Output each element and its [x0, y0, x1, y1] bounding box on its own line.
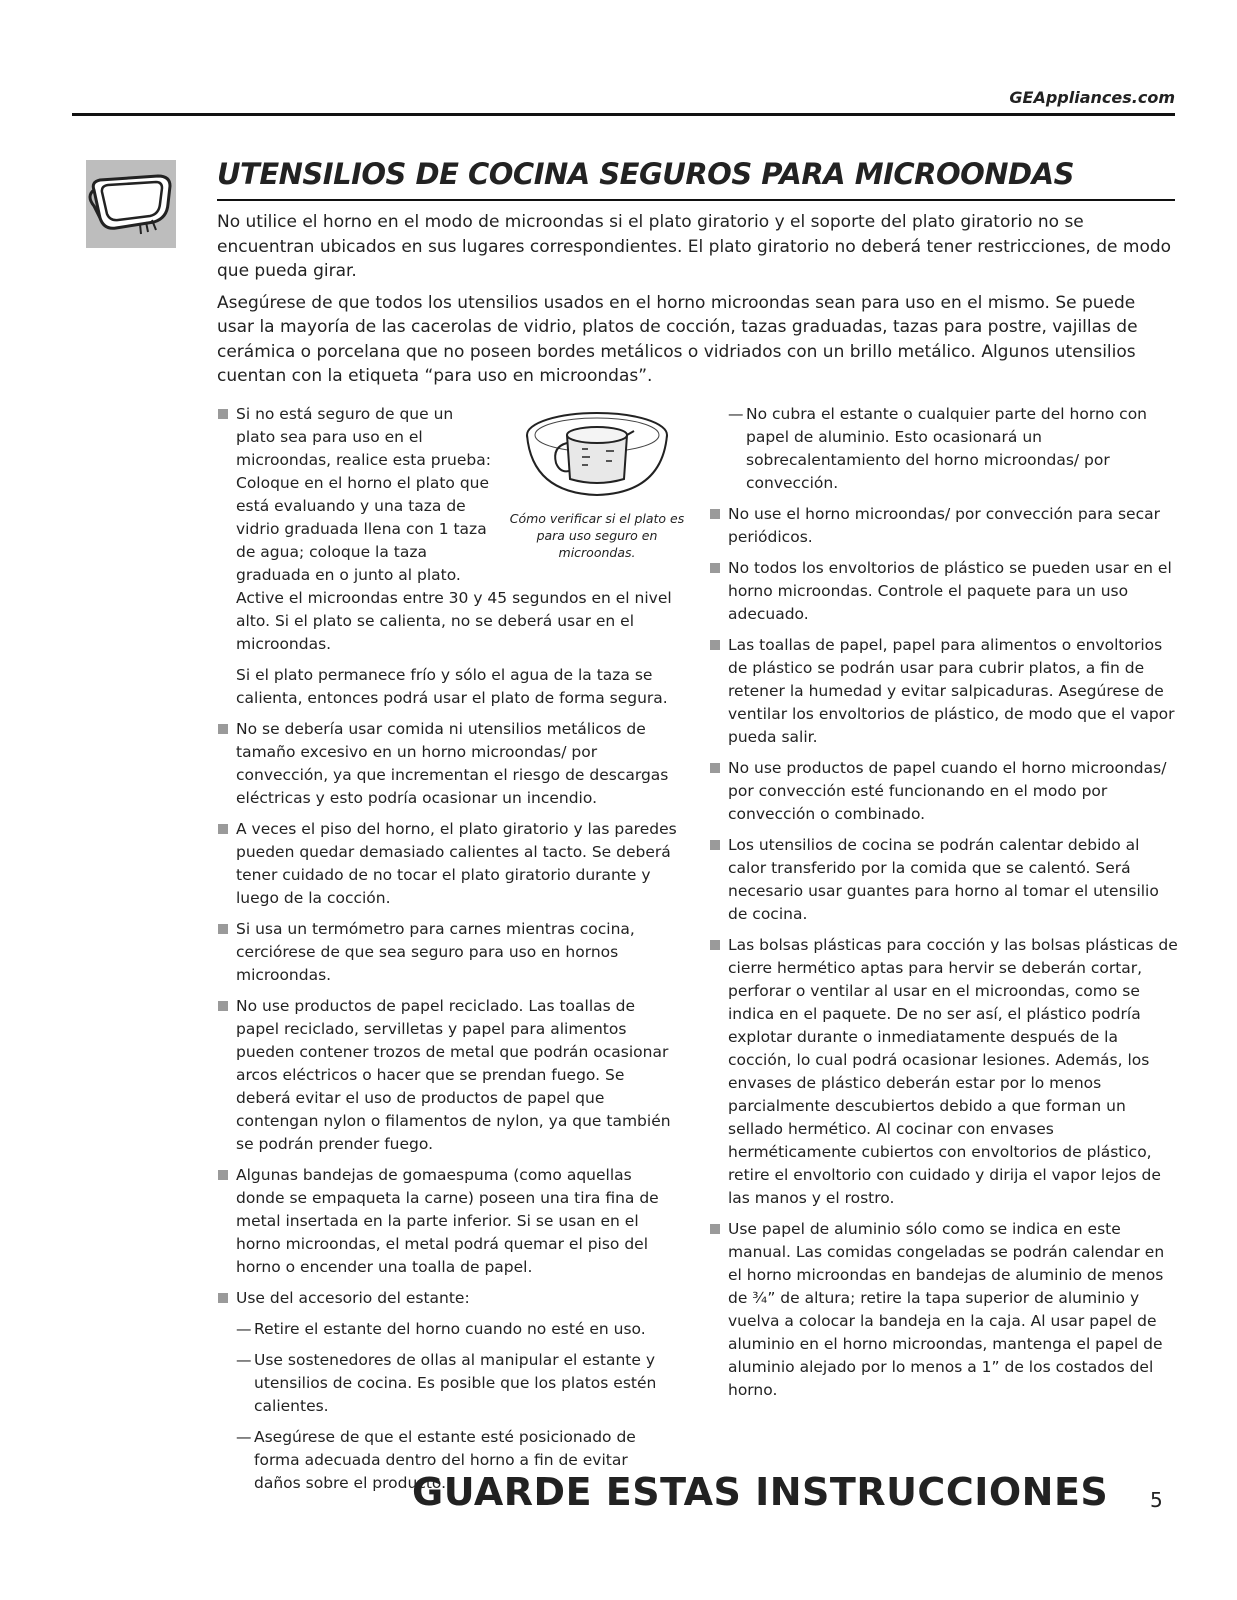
item-text: Las bolsas plásticas para cocción y las bolsas plásticas de cierre hermético aptas para hervir se deberán cortar, perforar o ventilar al usar en el microondas, como se indica en el paquete. De no ser así, el plástico podría explotar durante o inmediatamente después de la cocción, lo cual podrá ocasionar lesiones. Además, los envases de plástico deberán estar por lo menos parcialmente descubiertos debido a que forman un sellado hermético. Al cocinar con envases herméticamente cubiertos con envoltorios de plástico, retire el envoltorio con cuidado y dirija el vapor lejos de las manos y el rostro.: [728, 936, 1178, 1207]
list-item: [708, 934, 1178, 1210]
em-dash-icon: —: [728, 405, 744, 423]
item-text: No se debería usar comida ni utensilios metálicos de tamaño excesivo en un horno microondas/ por convección, ya que incrementan el riesgo de descargas eléctricas y esto podría ocasionar un incendio.: [236, 720, 669, 807]
intro-paragraph: No utilice el horno en el modo de microondas si el plato giratorio y el soporte del plato giratorio no se encuentran ubicados en sus lugares correspondientes. El plato giratorio no deberá tener restricciones, de modo que pueda girar.: [217, 212, 1172, 281]
item-text: No todos los envoltorios de plástico se pueden usar en el horno microondas. Controle el paquete para un uso adecuado.: [728, 559, 1172, 623]
item-text: Use papel de aluminio sólo como se indica en este manual. Las comidas congeladas se podrán calendar en el horno microondas en bandejas de aluminio de menos de ¾” de altura; retire la tapa superior de aluminio y vuelva a colocar la bandeja en la caja. Al usar papel de aluminio en el horno microondas, mantenga el papel de aluminio alejado por lo menos a 1” de los costados del horno.: [728, 1220, 1165, 1399]
bullet-square-icon: [710, 840, 720, 850]
list-item-continuation: Si el plato permanece frío y sólo el agua de la taza se calienta, entonces podrá usar el plato de forma segura.: [236, 666, 668, 707]
list-item: [216, 918, 678, 987]
dash-item: [708, 403, 1178, 495]
item-text: Las toallas de papel, papel para alimentos o envoltorios de plástico se podrán usar para cubrir platos, a fin de retener la humedad y evitar salpicaduras. Asegúrese de ventilar los envoltorios de plástico, de modo que el vapor pueda salir.: [728, 636, 1175, 746]
test-figure: [502, 405, 692, 561]
item-text: Los utensilios de cocina se podrán calentar debido al calor transferido por la comida que se calentó. Será necesario usar guantes para horno al tomar el utensilio de cocina.: [728, 836, 1159, 923]
site-url: GEAppliances.com: [1009, 88, 1175, 107]
item-text: Algunas bandejas de gomaespuma (como aquellas donde se empaqueta la carne) poseen una tira fina de metal insertada en la parte inferior. Si se usan en el horno microondas, el metal podrá quemar el piso del horno o encender una toalla de papel.: [236, 1166, 659, 1276]
em-dash-icon: —: [236, 1428, 252, 1446]
list-item: [216, 718, 678, 810]
bullet-square-icon: [710, 563, 720, 573]
item-text: Si no está seguro de que un plato sea para uso en el microondas, realice esta prueba: Coloque en el horno el plato que está evaluando y una taza de vidrio graduada llena con 1 taza de agua; coloque la taza graduada en o junto al plato. Active el microondas entre 30 y 45 segundos en el nivel alto. Si el plato se calienta, no se deberá usar en el microondas.: [236, 405, 672, 653]
title-divider: [217, 199, 1175, 201]
item-text: A veces el piso del horno, el plato giratorio y las paredes pueden quedar demasiado calientes al tacto. Se deberá tener cuidado de no tocar el plato giratorio durante y luego de la cocción.: [236, 820, 677, 907]
bullet-square-icon: [710, 1224, 720, 1234]
bullet-square-icon: [218, 1170, 228, 1180]
bullet-square-icon: [710, 940, 720, 950]
bullet-square-icon: [218, 1293, 228, 1303]
list-item: [708, 634, 1178, 749]
page-number: 5: [1150, 1488, 1163, 1512]
item-text: Use sostenedores de ollas al manipular el estante y utensilios de cocina. Es posible que los platos estén calientes.: [254, 1351, 657, 1415]
list-item: [216, 403, 685, 656]
left-column: [216, 403, 685, 1503]
list-item: [216, 1164, 678, 1279]
list-item: [708, 757, 1178, 826]
bullet-square-icon: [218, 724, 228, 734]
list-item: [708, 834, 1178, 926]
intro-paragraph: Asegúrese de que todos los utensilios usados en el horno microondas sean para uso en el mismo. Se puede usar la mayoría de las cacerolas de vidrio, platos de cocción, tazas graduadas, tazas para postre, vajillas de cerámica o porcelana que no poseen bordes metálicos o vidriados con un brillo metálico. Algunos utensilios cuentan con la etiqueta “para uso en microondas”.: [217, 292, 1138, 386]
list-item: [216, 1287, 678, 1310]
item-text: Use del accesorio del estante:: [236, 1289, 470, 1307]
section-title: UTENSILIOS DE COCINA SEGUROS PARA MICROONDAS: [217, 157, 1074, 191]
bullet-square-icon: [710, 763, 720, 773]
bullet-square-icon: [218, 924, 228, 934]
list-item: [708, 557, 1178, 626]
dash-item: [216, 1318, 678, 1341]
bullet-square-icon: [218, 1001, 228, 1011]
item-text: Si usa un termómetro para carnes mientras cocina, cerciórese de que sea seguro para uso en hornos microondas.: [236, 920, 635, 984]
footer-title: GUARDE ESTAS INSTRUCCIONES: [412, 1470, 1109, 1514]
item-text: Retire el estante del horno cuando no esté en uso.: [254, 1320, 646, 1338]
list-item: [708, 1218, 1178, 1402]
dash-item: [216, 1349, 678, 1418]
bullet-square-icon: [218, 824, 228, 834]
right-column: [708, 403, 1178, 1410]
item-text: Asegúrese de que el estante esté posicionado de forma adecuada dentro del horno a fin de evitar daños sobre el producto.: [254, 1428, 636, 1492]
em-dash-icon: —: [236, 1351, 252, 1369]
bullet-square-icon: [218, 409, 228, 419]
intro-text: [217, 210, 1175, 396]
item-text: No use productos de papel reciclado. Las toallas de papel reciclado, servilletas y papel para alimentos pueden contener trozos de metal que podrán ocasionar arcos eléctricos o hacer que se prendan fuego. Se deberá evitar el uso de productos de papel que contengan nylon o filamentos de nylon, ya que también se podrán prender fuego.: [236, 997, 671, 1153]
em-dash-icon: —: [236, 1320, 252, 1338]
list-item: [216, 995, 678, 1156]
bullet-square-icon: [710, 509, 720, 519]
list-item: [708, 503, 1178, 549]
measuring-cup-in-bowl-icon: [522, 405, 672, 501]
baking-dish-icon: [86, 160, 176, 248]
figure-caption: Cómo verificar si el plato es para uso seguro en microondas.: [509, 511, 685, 560]
item-text: No cubra el estante o cualquier parte del horno con papel de aluminio. Esto ocasionará un sobrecalentamiento del horno microondas/ por convección.: [746, 405, 1148, 492]
list-item: [216, 818, 678, 910]
item-text: No use productos de papel cuando el horno microondas/ por convección esté funcionando en el modo por convección o combinado.: [728, 759, 1167, 823]
item-text: No use el horno microondas/ por convección para secar periódicos.: [728, 505, 1160, 546]
bullet-square-icon: [710, 640, 720, 650]
header-divider: [72, 113, 1175, 116]
